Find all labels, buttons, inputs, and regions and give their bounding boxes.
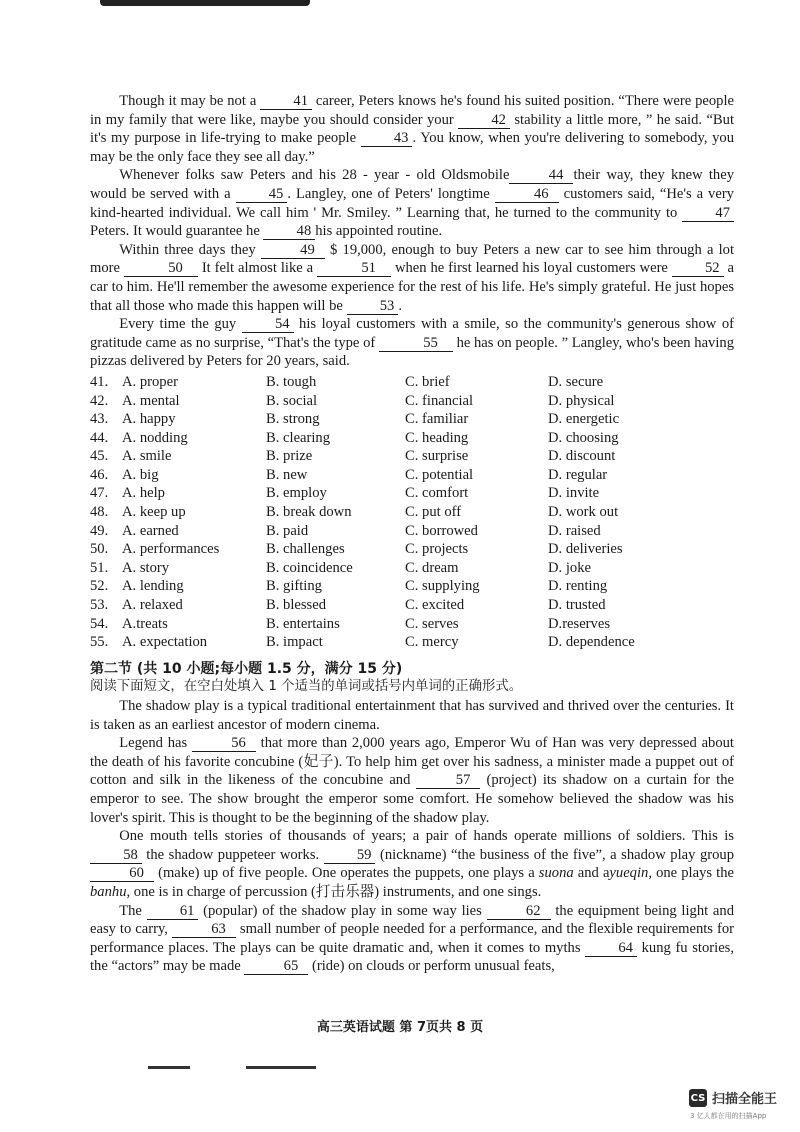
option-a[interactable]: A. proper (122, 373, 178, 390)
option-row (90, 484, 635, 503)
option-a[interactable]: A. keep up (122, 504, 186, 521)
blank-43[interactable]: 43 (361, 131, 413, 147)
option-d[interactable]: D. secure (548, 373, 604, 390)
question-number: 49. (90, 522, 109, 539)
question-number: 46. (90, 466, 109, 483)
option-a[interactable]: A. lending (122, 578, 184, 595)
blank-61[interactable]: 61 (147, 904, 199, 920)
option-row (90, 522, 635, 541)
blank-55[interactable]: 55 (379, 336, 453, 352)
option-d[interactable]: D. discount (548, 448, 616, 465)
option-b[interactable]: B. prize (266, 448, 313, 465)
option-d[interactable]: D. joke (548, 559, 591, 576)
question-number: 41. (90, 373, 109, 390)
option-c[interactable]: C. brief (405, 373, 450, 390)
option-c[interactable]: C. put off (405, 504, 462, 521)
bottom-rule-left (148, 1066, 190, 1069)
bottom-rule-right (246, 1066, 316, 1069)
option-c[interactable]: C. potential (405, 466, 474, 483)
blank-47[interactable]: 47 (682, 206, 734, 222)
cloze-paragraph-4: Every time the guy 54 his loyal customers with a smile, so the community's generous show of gratitude came as no surprise, “That's the type of 55 he has on people. ” Langley, who's been having pizzas delivered by Peters for 20 years, said. (90, 316, 734, 370)
option-d[interactable]: D. trusted (548, 597, 606, 614)
option-c[interactable]: C. mercy (405, 634, 459, 651)
option-b[interactable]: B. blessed (266, 597, 326, 614)
option-c[interactable]: C. financial (405, 392, 474, 409)
watermark-app-name: 扫描全能王 (712, 1092, 778, 1107)
blank-65[interactable]: 65 (244, 959, 308, 975)
option-c[interactable]: C. borrowed (405, 522, 478, 539)
question-number: 52. (90, 578, 109, 595)
scan-edge-mark (100, 0, 310, 6)
watermark-tagline: 3 亿人都在用的扫描App (690, 1112, 767, 1120)
option-b[interactable]: B. impact (266, 634, 323, 651)
option-c[interactable]: C. excited (405, 597, 465, 614)
blank-59[interactable]: 59 (324, 848, 376, 864)
question-number: 55. (90, 634, 109, 651)
cloze-paragraph-1: Though it may be not a 41 career, Peters knows he's found his suited position. “There were people in my family that were like, maybe you should consider your 42 stability a little more, ” he said. “But it's my purpose in life-trying to make people 43 . You know, when you're delivering to somebody, you may be the only face they see all day.” (90, 93, 735, 165)
option-row (90, 633, 635, 652)
option-a[interactable]: A. relaxed (122, 597, 183, 614)
option-b[interactable]: B. gifting (266, 578, 322, 595)
page-footer: 高三英语试题 第 7页共 8 页 (316, 1020, 484, 1035)
option-d[interactable]: D. renting (548, 578, 608, 595)
option-c[interactable]: C. heading (405, 429, 469, 446)
grammar-paragraph-2: Legend has 56 that more than 2,000 years ago, Emperor Wu of Han was very depressed about the death of his favorite concubine (妃子). To help him get over his sadness, a minister made a puppet out of cotton and silk in the likeness of the concubine and 57 (project) its shadow on a curtain for the emperor to see. The show brought the emperor some comfort. He somehow believed the shadow was his lover's spirit. This is thought to be the beginning of the shadow play. (90, 735, 735, 826)
option-row (90, 596, 635, 615)
option-row (90, 429, 635, 448)
option-a[interactable]: A. performances (122, 541, 220, 558)
option-b[interactable]: B. coincidence (266, 559, 353, 576)
option-d[interactable]: D. invite (548, 485, 600, 502)
question-number: 45. (90, 448, 109, 465)
blank-41[interactable]: 41 (260, 94, 312, 110)
blank-49[interactable]: 49 (261, 243, 325, 259)
option-row (90, 615, 635, 634)
option-row (90, 373, 635, 392)
option-row (90, 466, 635, 485)
option-b[interactable]: B. entertains (266, 615, 340, 632)
option-row (90, 447, 635, 466)
section-2-instruction: 阅读下面短文，在空白处填入 1 个适当的单词或括号内单词的正确形式。 (90, 679, 523, 695)
option-row (90, 410, 635, 429)
option-b[interactable]: B. new (266, 466, 308, 483)
blank-44[interactable]: 44 (509, 168, 573, 184)
option-a[interactable]: A. help (122, 485, 165, 502)
option-c[interactable]: C. comfort (405, 485, 469, 502)
option-d[interactable]: D. deliveries (548, 541, 623, 558)
blank-48[interactable]: 48 (263, 224, 315, 240)
cloze-paragraph-3: Within three days they 49 $ 19,000, enough to buy Peters a new car to see him through a lot more 50 It felt almost like a 51 when he first learned his loyal customers were 52 a car to him. He'll remember the awesome experience for the rest of his life. He's simply grateful. He just hopes that all those who made this happen will be 53 . (90, 241, 734, 314)
cloze-paragraph-2: Whenever folks saw Peters and his 28 - year - old Oldsmobile 44 their way, they knew they would be served with a 45 . Langley, one of Peters' longtime 46 customers said, “He's a very kind-hearted individual. We call him ' Mr. Smiley. ” Learning that, he turned to the community to 47 Peters. It would guarantee he 48 his appointed routine. (90, 167, 734, 240)
section-2-heading: 第二节 (共 10 小题;每小题 1.5 分，满分 15 分) (90, 660, 403, 677)
option-c[interactable]: C. projects (405, 541, 469, 558)
option-a[interactable]: A.treats (122, 615, 168, 632)
blank-57[interactable]: 57 (416, 773, 480, 789)
options-table (90, 373, 635, 652)
option-row (90, 392, 635, 411)
option-a[interactable]: A. expectation (122, 634, 208, 651)
option-b[interactable]: B. break down (266, 504, 352, 521)
grammar-paragraph-4: The 61 (popular) of the shadow play in some way lies 62 the equipment being light and easy to carry, 63 small number of people needed for a performance, and the flexible requirements for performance places. The plays can be quite dramatic and, when it comes to myths 64 kung fu stories, the “actors” may be made 65 (ride) on clouds or perform unusual feats, (90, 902, 734, 975)
option-d[interactable]: D. work out (548, 504, 619, 521)
question-number: 42. (90, 392, 109, 409)
option-b[interactable]: B. paid (266, 522, 309, 539)
option-d[interactable]: D. physical (548, 392, 615, 409)
option-b[interactable]: B. strong (266, 411, 320, 428)
blank-60[interactable]: 60 (90, 866, 154, 882)
question-number: 50. (90, 541, 109, 558)
option-a[interactable]: A. nodding (122, 429, 188, 446)
blank-51[interactable]: 51 (317, 261, 391, 277)
blank-58[interactable]: 58 (90, 848, 142, 864)
blank-63[interactable]: 63 (172, 922, 236, 938)
option-row (90, 540, 635, 559)
blank-56[interactable]: 56 (192, 736, 256, 752)
grammar-paragraph-3: One mouth tells stories of thousands of years; a pair of hands operate millions of soldiers. This is 58 the shadow puppeteer works. 59 (nickname) “the business of the five”, a shadow play group 60 (make) up of five people. One operates the puppets, one plays a suona and ayueqin, one plays the banhu, one is in charge of percussion (打击乐器) instruments, and one sings. (90, 828, 734, 900)
option-d[interactable]: D. raised (548, 522, 601, 539)
option-d[interactable]: D. choosing (548, 429, 619, 446)
option-c[interactable]: C. serves (405, 615, 459, 632)
option-a[interactable]: A. happy (122, 411, 176, 428)
option-d[interactable]: D. dependence (548, 634, 635, 651)
blank-52[interactable]: 52 (672, 261, 724, 277)
option-b[interactable]: B. tough (266, 373, 317, 390)
option-row (90, 559, 635, 578)
blank-46[interactable]: 46 (495, 187, 559, 203)
option-a[interactable]: A. earned (122, 522, 179, 539)
blank-62[interactable]: 62 (487, 904, 551, 920)
question-number: 44. (90, 429, 109, 446)
option-a[interactable]: A. mental (122, 392, 180, 409)
camscanner-logo-icon: CS (689, 1089, 707, 1107)
option-d[interactable]: D. regular (548, 466, 608, 483)
page-content (90, 92, 734, 976)
option-b[interactable]: B. employ (266, 485, 327, 502)
question-number: 54. (90, 615, 109, 632)
question-number: 53. (90, 597, 109, 614)
question-number: 47. (90, 485, 109, 502)
blank-45[interactable]: 45 (236, 187, 288, 203)
grammar-paragraph-1: The shadow play is a typical traditional entertainment that has survived and thrived over the centuries. It is taken as an earliest ancestor of modern cinema. (90, 698, 734, 733)
option-row (90, 577, 635, 596)
blank-42[interactable]: 42 (458, 113, 510, 129)
blank-50[interactable]: 50 (124, 261, 198, 277)
blank-54[interactable]: 54 (242, 317, 294, 333)
question-number: 51. (90, 559, 109, 576)
option-b[interactable]: B. challenges (266, 541, 345, 558)
option-d[interactable]: D. energetic (548, 411, 620, 428)
option-b[interactable]: B. clearing (266, 429, 331, 446)
option-a[interactable]: A. story (122, 559, 170, 576)
option-c[interactable]: C. surprise (405, 448, 469, 465)
blank-53[interactable]: 53 (347, 299, 399, 315)
option-c[interactable]: C. supplying (405, 578, 480, 595)
question-number: 43. (90, 411, 109, 428)
question-number: 48. (90, 504, 109, 521)
option-d[interactable]: D.reserves (548, 615, 610, 632)
option-b[interactable]: B. social (266, 392, 318, 409)
option-c[interactable]: C. familiar (405, 411, 469, 428)
option-row (90, 503, 635, 522)
option-c[interactable]: C. dream (405, 559, 459, 576)
option-a[interactable]: A. big (122, 466, 159, 483)
blank-64[interactable]: 64 (585, 941, 637, 957)
option-a[interactable]: A. smile (122, 448, 172, 465)
